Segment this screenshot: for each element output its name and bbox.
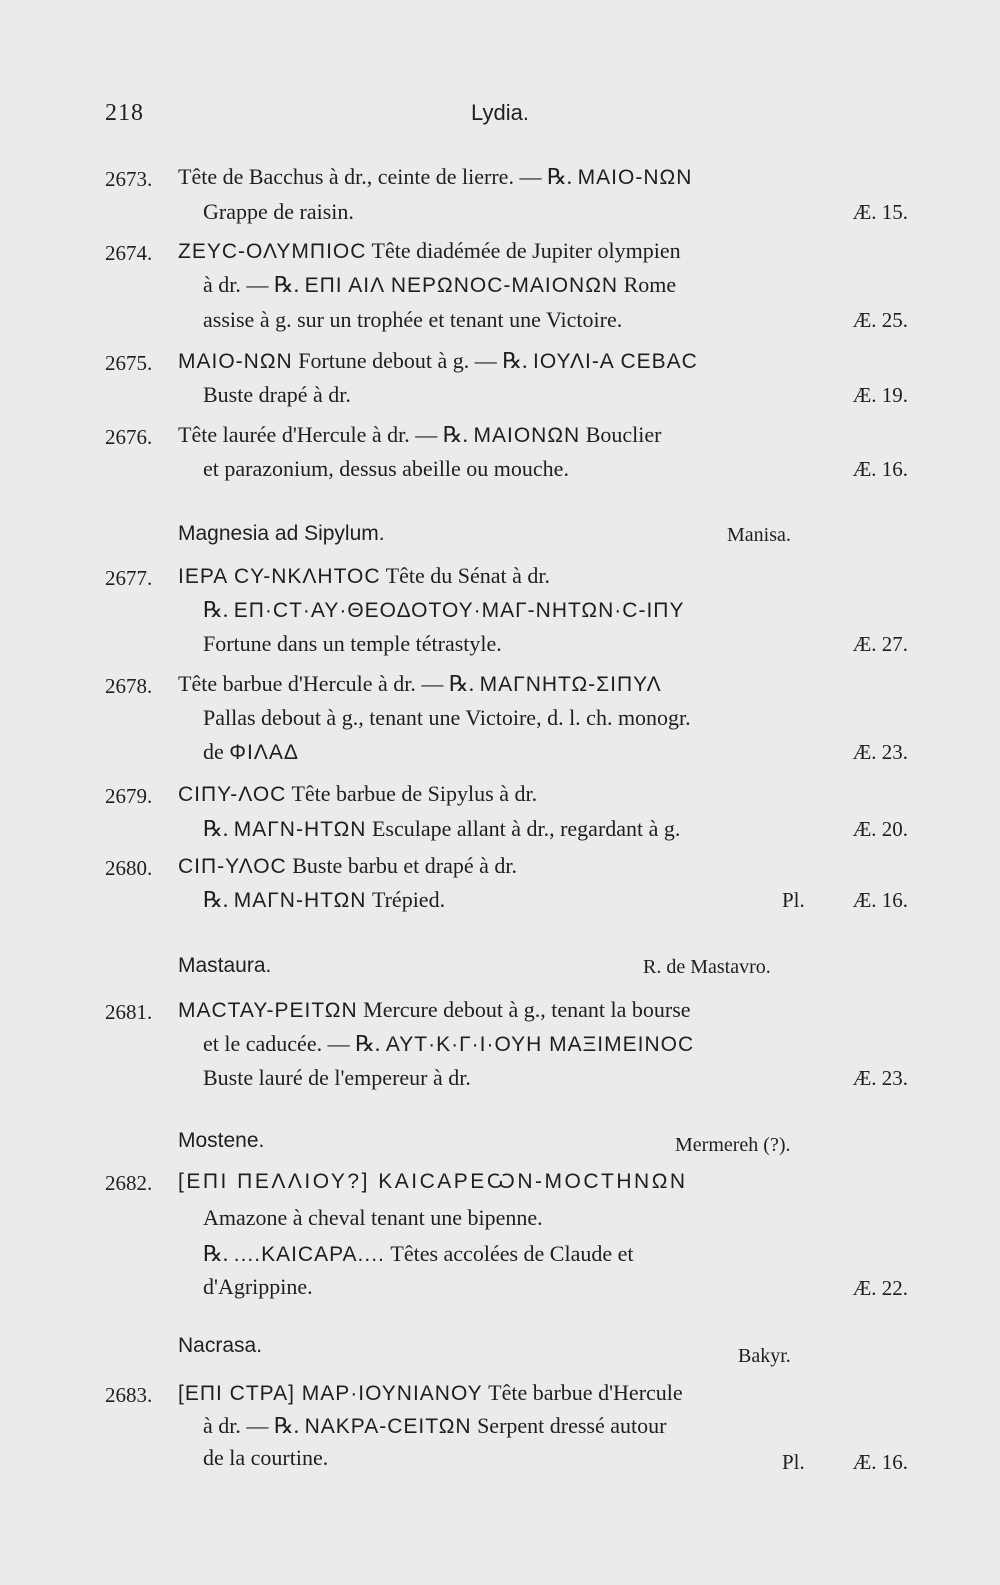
entry-number: 2683.	[105, 1383, 153, 1407]
description-text: Serpent dressé autour	[477, 1413, 667, 1438]
entry-number: 2680.	[105, 856, 153, 880]
inscription: ΙΟΥΛΙ-Α CΕΒΑC	[533, 350, 698, 373]
metal-size: Æ. 20.	[852, 817, 908, 841]
section-title: Mastaura.	[178, 954, 272, 977]
description-text: Esculape allant à dr., regardant à g.	[371, 816, 681, 841]
entry-line	[203, 1240, 634, 1269]
section-title: Magnesia ad Sipylum.	[178, 522, 385, 545]
entry-line	[178, 1167, 688, 1196]
inscription: ΜΑCΤΑΥ-ΡΕΙΤΩΝ	[178, 999, 358, 1022]
inscription: ΜΑΙΟ-ΝΩΝ	[178, 350, 293, 373]
description-text: Tête barbue d'Hercule à dr. — ℞.	[178, 671, 475, 696]
description-text: Têtes accolées de Claude et	[390, 1241, 634, 1266]
metal-size: Æ. 16.	[852, 457, 908, 481]
inscription: ΜΑΓΝ-ΗΤΩΝ	[233, 889, 367, 912]
entry-number: 2673.	[105, 167, 153, 191]
inscription: ΕΠΙ ΑΙΛ ΝΕΡΩΝΟC-ΜΑΙΟΝΩΝ	[304, 274, 619, 297]
entry-number: 2679.	[105, 784, 153, 808]
inscription: [ΕΠΙ CΤΡΑ] ΜΑΡ·ΙΟΥΝΙΑΝΟΥ	[178, 1382, 483, 1405]
description-text: Buste lauré de l'empereur à dr.	[203, 1065, 471, 1090]
description-text: Amazone à cheval tenant une bipenne.	[203, 1205, 543, 1230]
description-text: Pallas debout à g., tenant une Victoire, d. l. ch. monogr.	[203, 705, 691, 730]
description-text: Tête barbue d'Hercule	[488, 1380, 683, 1405]
plate-reference: Pl.	[782, 1450, 805, 1474]
metal-size: Æ. 16.	[852, 888, 908, 912]
entry-line	[178, 670, 662, 699]
description-text: de la courtine.	[203, 1445, 329, 1470]
inscription: ΙΕΡΑ CΥ-ΝΚΛΗΤΟC	[178, 565, 381, 588]
description-text: Mercure debout à g., tenant la bourse	[363, 997, 691, 1022]
description-text: Tête du Sénat à dr.	[385, 563, 550, 588]
inscription: ΕΠ·CΤ·ΑΥ·ΘΕΟΔΟΤΟΥ·ΜΑΓ-ΝΗΤΩΝ·C-ΙΠΥ	[233, 599, 685, 622]
entry-number: 2678.	[105, 674, 153, 698]
metal-size: Æ. 16.	[852, 1450, 908, 1474]
inscription: ΝΑΚΡΑ-CΕΙΤΩΝ	[304, 1415, 472, 1438]
entry-number: 2675.	[105, 351, 153, 375]
entry-line	[203, 738, 299, 767]
inscription: ΜΑΓΝΗΤΩ-ΣΙΠΥΛ	[479, 673, 662, 696]
description-text: Tête diadémée de Jupiter olympien	[371, 238, 681, 263]
entry-line	[203, 271, 676, 300]
entry-line	[178, 421, 661, 450]
metal-size: Æ. 15.	[852, 200, 908, 224]
description-text: ℞.	[203, 816, 229, 841]
inscription: ΖΕΥC-ΟΛΥΜΠΙΟC	[178, 240, 367, 263]
modern-place: Manisa.	[727, 524, 791, 546]
entry-line	[178, 780, 537, 809]
monogram: ΦΙΛΑΔ	[229, 741, 299, 764]
entry-number: 2677.	[105, 566, 153, 590]
entry-number: 2682.	[105, 1171, 153, 1195]
section-title: Nacrasa.	[178, 1334, 263, 1357]
inscription: CΙΠΥ-ΛΟC	[178, 783, 287, 806]
entry-line	[178, 852, 517, 881]
description-text: ℞.	[203, 887, 229, 912]
description-text: Fortune dans un temple tétrastyle.	[203, 631, 502, 656]
metal-size: Æ. 25.	[852, 308, 908, 332]
entry-line	[178, 163, 692, 192]
inscription: [ΕΠΙ ΠΕΛΛΙΟΥ?] ΚΑΙCΑΡΕѠΝ-ΜΟCΤΗΝΩΝ	[178, 1170, 688, 1193]
entry-line	[178, 562, 550, 591]
metal-size: Æ. 22.	[852, 1276, 908, 1300]
description-text: ℞.	[203, 1241, 229, 1266]
inscription: ....ΚΑΙCΑΡΑ....	[233, 1243, 385, 1266]
inscription: ΜΑΓΝ-ΗΤΩΝ	[233, 818, 367, 841]
description-text: Tête barbue de Sipylus à dr.	[291, 781, 538, 806]
description-text: Trépied.	[371, 887, 446, 912]
entry-line	[178, 1379, 683, 1408]
metal-size: Æ. 19.	[852, 383, 908, 407]
entry-line	[203, 815, 680, 844]
description-text: et parazonium, dessus abeille ou mouche.	[203, 456, 569, 481]
entry-line	[178, 347, 698, 376]
description-text: de	[203, 739, 224, 764]
description-text: ℞.	[203, 597, 229, 622]
description-text: à dr. — ℞.	[203, 1413, 300, 1438]
entry-number: 2681.	[105, 1000, 153, 1024]
modern-place: Bakyr.	[738, 1345, 791, 1367]
modern-place: Mermereh (?).	[675, 1134, 791, 1156]
description-text: et le caducée. — ℞.	[203, 1031, 381, 1056]
description-text: Fortune debout à g. — ℞.	[298, 348, 528, 373]
description-text: Bouclier	[585, 422, 662, 447]
entry-line	[203, 596, 684, 625]
description-text: Rome	[623, 272, 677, 297]
page-number: 218	[105, 100, 144, 126]
entry-line	[178, 237, 681, 266]
inscription: ΜΑΙΟ-ΝΩΝ	[577, 166, 693, 189]
running-title: Lydia.	[471, 100, 529, 125]
inscription: CΙΠ-ΥΛΟC	[178, 855, 287, 878]
entry-line	[178, 996, 691, 1025]
description-text: Tête de Bacchus à dr., ceinte de lierre. — ℞.	[178, 164, 573, 189]
plate-reference: Pl.	[782, 888, 805, 912]
description-text: Buste barbu et drapé à dr.	[292, 853, 518, 878]
entry-line	[203, 886, 445, 915]
description-text: à dr. — ℞.	[203, 272, 300, 297]
description-text: Buste drapé à dr.	[203, 382, 351, 407]
entry-number: 2674.	[105, 241, 153, 265]
metal-size: Æ. 27.	[852, 632, 908, 656]
modern-place: R. de Mastavro.	[643, 956, 771, 978]
inscription: ΜΑΙΟΝΩΝ	[473, 424, 581, 447]
inscription: ΑΥΤ·Κ·Γ·Ι·ΟΥΗ ΜΑΞΙΜΕΙΝΟC	[385, 1033, 695, 1056]
description-text: assise à g. sur un trophée et tenant une Victoire.	[203, 307, 623, 332]
metal-size: Æ. 23.	[852, 1066, 908, 1090]
entry-number: 2676.	[105, 425, 153, 449]
metal-size: Æ. 23.	[852, 740, 908, 764]
entry-line	[203, 1030, 694, 1059]
description-text: Grappe de raisin.	[203, 199, 354, 224]
section-title: Mostene.	[178, 1129, 265, 1152]
description-text: d'Agrippine.	[203, 1274, 313, 1299]
entry-line	[203, 1412, 666, 1441]
description-text: Tête laurée d'Hercule à dr. — ℞.	[178, 422, 468, 447]
